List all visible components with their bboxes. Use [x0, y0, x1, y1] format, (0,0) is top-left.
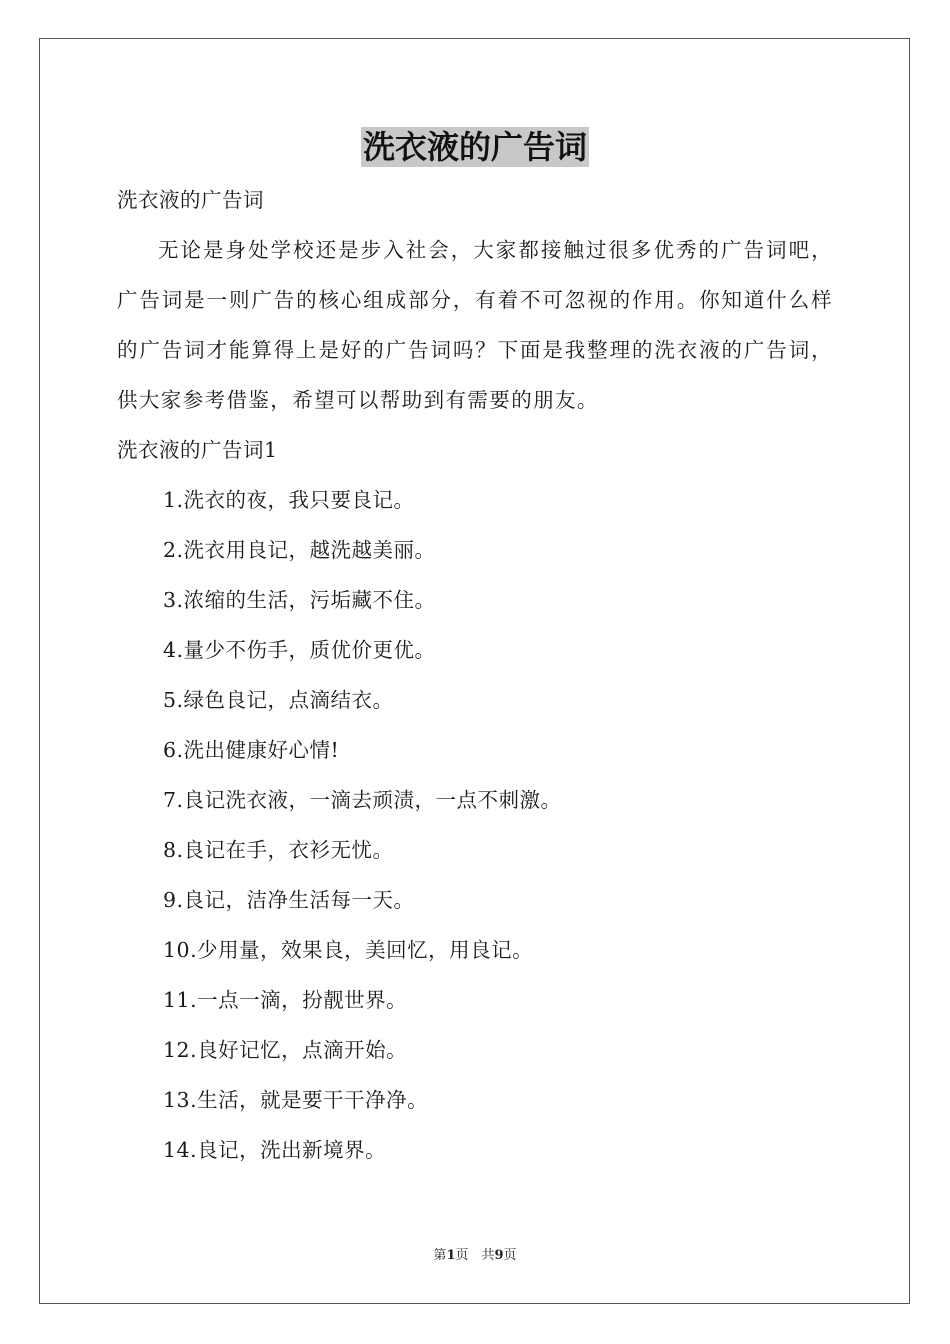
list-item: 2.洗衣用良记，越洗越美丽。 — [163, 538, 436, 562]
document-subtitle: 洗衣液的广告词 — [117, 188, 264, 212]
intro-paragraph: 无论是身处学校还是步入社会，大家都接触过很多优秀的广告词吧，广告词是一则广告的核心组成部分，有着不可忽视的作用。你知道什么样的广告词才能算得上是好的广告词吗？下面是我整理的洗衣液的广告词，供大家参考借鉴，希望可以帮助到有需要的朋友。 — [117, 238, 833, 412]
document-body — [117, 175, 833, 1175]
document-title: 洗衣液的广告词 — [362, 128, 587, 166]
list-item: 9.良记，洁净生活每一天。 — [163, 888, 415, 912]
list-item: 8.良记在手，衣衫无忧。 — [163, 838, 394, 862]
list-item: 1.洗衣的夜，我只要良记。 — [163, 488, 415, 512]
list-item: 12.良好记忆，点滴开始。 — [163, 1038, 408, 1062]
list-item: 10.少用量，效果良，美回忆，用良记。 — [163, 938, 534, 962]
footer-page-mid: 页 共 — [455, 1248, 495, 1263]
section-heading: 洗衣液的广告词1 — [117, 438, 278, 462]
list-item: 5.绿色良记，点滴结衣。 — [163, 688, 394, 712]
list-item: 3.浓缩的生活，污垢藏不住。 — [163, 588, 436, 612]
title-container — [0, 127, 950, 167]
footer-page-total: 9 — [494, 1248, 504, 1263]
list-item: 11.一点一滴，扮靓世界。 — [163, 988, 408, 1012]
page-footer — [0, 1246, 950, 1266]
footer-page-prefix: 第 — [433, 1248, 447, 1263]
list-item: 13.生活，就是要干干净净。 — [163, 1088, 429, 1112]
footer-page-suffix: 页 — [503, 1248, 517, 1263]
list-item: 14.良记，洗出新境界。 — [163, 1138, 387, 1162]
list-item: 7.良记洗衣液，一滴去顽渍，一点不刺激。 — [163, 788, 562, 812]
list-item: 6.洗出健康好心情! — [163, 738, 340, 762]
list-item: 4.量少不伤手，质优价更优。 — [163, 638, 436, 662]
footer-page-current: 1 — [446, 1248, 456, 1263]
